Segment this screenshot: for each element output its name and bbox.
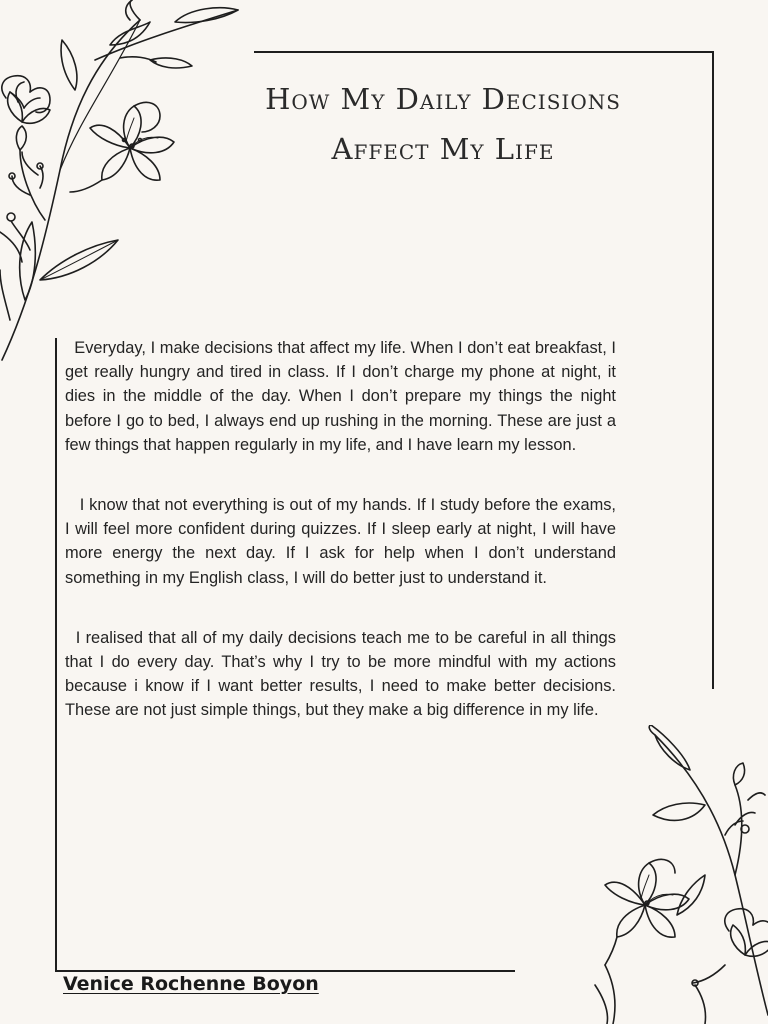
frame-right-line <box>712 51 714 689</box>
frame-left-line <box>55 338 57 972</box>
author-name: Venice Rochenne Boyon <box>63 973 319 995</box>
paragraph-3: I realised that all of my daily decisions teach me to be careful in all things that I do every day. That’s why I try to be more mindful with my actions because i know if I want better results, I need to make better decisions. These are not just simple things, but they make a big difference in my life. <box>65 628 616 720</box>
paragraph-2: I know that not everything is out of my hands. If I study before the exams, I will feel more confident during quizzes. If I sleep early at night, I will have more energy the next day. If I ask for help when I don’t understand something in my English class, I will do better just to understand it. <box>65 496 616 587</box>
title-line-2: Affect My Life <box>331 132 555 166</box>
essay-body <box>65 336 616 759</box>
paragraph-1: Everyday, I make decisions that affect my life. When I don’t eat breakfast, I get really hungry and tired in class. If I don’t charge my phone at night, it dies in the middle of the day. When I don’t prepare my things the night before I go to bed, I always end up rushing in the morning. These are just a few things that happen regularly in my life, and I have learn my lesson. <box>65 339 616 454</box>
page-title <box>200 74 686 174</box>
floral-branch-icon <box>0 0 250 365</box>
floral-branch-icon <box>585 725 768 1024</box>
frame-top-line <box>254 51 714 53</box>
title-line-1: How My Daily Decisions <box>265 82 621 116</box>
frame-bottom-line <box>55 970 515 972</box>
